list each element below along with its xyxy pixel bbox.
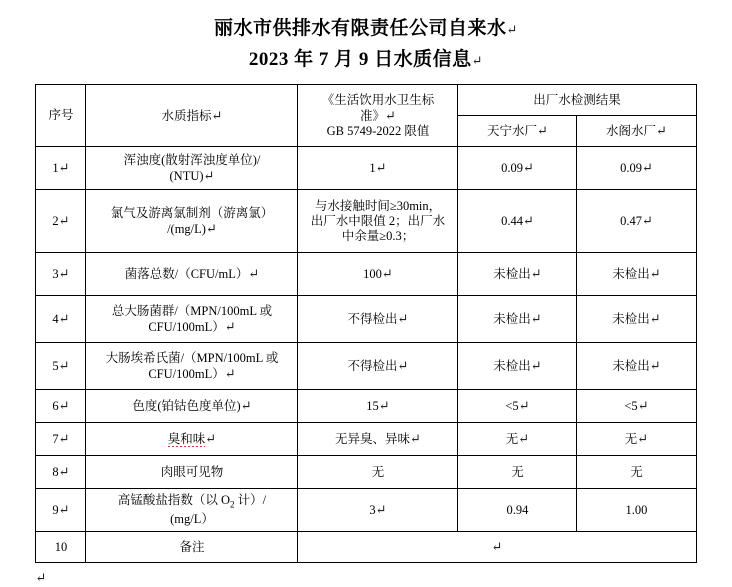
pilcrow-mark: ↵ (248, 266, 260, 281)
title-text-1: 丽水市供排水有限责任公司自来水 (214, 18, 507, 39)
header-result-group-label: 出厂水检测结果 (533, 92, 621, 107)
row-indicator (86, 489, 298, 532)
row-indicator (86, 456, 298, 489)
pilcrow-mark: ↵ (530, 311, 542, 326)
row-standard: 100↵ (298, 253, 458, 296)
pilcrow-mark: ↵ (58, 398, 70, 413)
pilcrow-mark: ↵ (522, 160, 534, 175)
row-standard: 与水接触时间≥30min， 出厂水中限值 2；出厂水 中余量≥0.3； (298, 190, 458, 253)
row-indicator-line2: CFU/100mL） (148, 366, 225, 381)
table-row (36, 456, 696, 489)
header-plant2-label: 水阁水厂 (606, 124, 657, 138)
pilcrow-mark: ↵ (637, 398, 649, 413)
row-standard: 1↵ (298, 147, 458, 190)
row-indicator (86, 296, 298, 343)
pilcrow-mark: ↵ (641, 213, 653, 228)
pilcrow-mark: ↵ (381, 266, 393, 281)
table-row (36, 296, 696, 343)
row-plant2-value: <5↵ (577, 390, 696, 423)
row-indicator (86, 253, 298, 296)
row-plant2-value: 1.00 (577, 489, 696, 532)
pilcrow-mark: ↵ (224, 365, 236, 381)
pilcrow-mark: ↵ (506, 22, 518, 37)
row-indicator-line2: (mg/L） (170, 512, 214, 527)
row-plant1-value: 未检出↵ (458, 343, 577, 390)
row-indicator (86, 423, 298, 456)
row-plant2-value: 无↵ (577, 423, 696, 456)
row-plant1-value: <5↵ (458, 390, 577, 423)
pilcrow-mark: ↵ (58, 431, 70, 446)
pilcrow-mark: ↵ (385, 107, 396, 123)
row-standard: 3↵ (298, 489, 458, 532)
row-plant1-value: 0.09↵ (458, 147, 577, 190)
header-standard-line3: GB 5749-2022 限值 (326, 123, 430, 138)
pilcrow-mark: ↵ (240, 398, 252, 413)
table-row (36, 253, 696, 296)
pilcrow-mark: ↵ (656, 123, 667, 138)
pilcrow-mark: ↵ (471, 53, 484, 68)
row-indicator (86, 147, 298, 190)
pilcrow-mark: ↵ (641, 160, 653, 175)
table-row (36, 190, 696, 253)
pilcrow-mark: ↵ (518, 398, 530, 413)
pilcrow-mark: ↵ (203, 167, 215, 183)
row-plant1-value: 未检出↵ (458, 296, 577, 343)
row-plant1-value: 0.94 (458, 489, 577, 532)
pilcrow-mark: ↵ (649, 311, 661, 326)
header-index: 序号 (36, 85, 86, 147)
pilcrow-mark: ↵ (378, 398, 390, 413)
pilcrow-mark: ↵ (375, 502, 387, 517)
row-plant1-value: 0.44↵ (458, 190, 577, 253)
title-text-2: 2023 年 7 月 9 日水质信息 (248, 49, 472, 70)
header-plant-tianning (458, 116, 577, 147)
row-indicator-line1: 高锰酸盐指数（以 O (117, 492, 230, 507)
pilcrow-mark: ↵ (58, 358, 70, 373)
pilcrow-mark: ↵ (530, 266, 542, 281)
row-index: 3↵ (36, 253, 86, 296)
document-title-block (0, 0, 732, 76)
row-plant2-value: 0.47↵ (577, 190, 696, 253)
row-indicator-line1: 色度(铂钴色度单位) (132, 399, 241, 413)
remark-value: ↵ (298, 532, 696, 563)
pilcrow-mark: ↵ (518, 431, 530, 446)
row-plant2-value: 未检出↵ (577, 296, 696, 343)
pilcrow-mark: ↵ (224, 318, 236, 334)
pilcrow-mark: ↵ (58, 160, 70, 175)
row-index: 6↵ (36, 390, 86, 423)
pilcrow-mark: ↵ (397, 311, 409, 326)
row-indicator-line2: (NTU) (169, 168, 204, 183)
row-plant2-value: 无 (577, 456, 696, 489)
pilcrow-mark: ↵ (522, 213, 534, 228)
row-indicator-line2: CFU/100mL） (148, 319, 225, 334)
header-plant1-label: 天宁水厂 (487, 124, 538, 138)
row-index: 4↵ (36, 296, 86, 343)
pilcrow-mark: ↵ (58, 266, 70, 281)
header-standard-line2: 准》↵ (360, 107, 396, 123)
row-plant1-value: 未检出↵ (458, 253, 577, 296)
row-indicator (86, 390, 298, 423)
header-standard-line1: 《生活饮用水卫生标 (321, 92, 435, 107)
table-row-remark (36, 532, 696, 563)
pilcrow-mark: ↵ (58, 502, 70, 517)
pilcrow-mark: ↵ (375, 160, 387, 175)
table-row (36, 423, 696, 456)
pilcrow-mark: ↵ (205, 431, 217, 446)
row-indicator-subscript: 2 (230, 499, 235, 510)
header-plant-shuige (577, 116, 696, 147)
page-title-line-2 (0, 45, 732, 76)
row-indicator-line1: 肉眼可见物 (160, 464, 224, 479)
header-standard (298, 85, 458, 147)
row-index: 1↵ (36, 147, 86, 190)
row-indicator-line1: 氯气及游离氯制剂（游离氯） (110, 205, 274, 220)
row-plant2-value: 未检出↵ (577, 253, 696, 296)
row-index: 10 (36, 532, 86, 563)
row-plant2-value: 未检出↵ (577, 343, 696, 390)
pilcrow-mark: ↵ (649, 358, 661, 373)
pilcrow-mark: ↵ (58, 311, 70, 326)
row-standard: 不得检出↵ (298, 343, 458, 390)
row-plant1-value: 无 (458, 456, 577, 489)
header-indicator-label: 水质指标 (161, 108, 212, 123)
table-row (36, 343, 696, 390)
table-header-row (36, 85, 696, 116)
row-plant1-value: 无↵ (458, 423, 577, 456)
header-indicator (86, 85, 298, 147)
row-indicator-line1: 浑浊度(散射浑浊度单位)/ (123, 152, 261, 167)
pilcrow-mark: ↵ (537, 123, 548, 138)
row-indicator-line2: /(mg/L) (167, 221, 206, 236)
table-row (36, 489, 696, 532)
row-indicator-line1: 大肠埃希氏菌/（MPN/100mL 或 (105, 350, 279, 365)
row-standard: 无 (298, 456, 458, 489)
remark-label: 备注 (86, 532, 298, 563)
pilcrow-mark: ↵ (58, 464, 70, 479)
row-indicator-line1-tail: 计）/ (234, 492, 267, 507)
row-indicator-line1: 菌落总数/（CFU/mL） (124, 267, 249, 281)
table-row (36, 390, 696, 423)
row-index: 8↵ (36, 456, 86, 489)
pilcrow-mark: ↵ (410, 431, 421, 446)
pilcrow-mark: ↵ (530, 358, 542, 373)
row-standard: 不得检出↵ (298, 296, 458, 343)
document-end-mark (36, 563, 697, 587)
row-index: 2↵ (36, 190, 86, 253)
row-index: 5↵ (36, 343, 86, 390)
row-indicator (86, 190, 298, 253)
row-plant2-value: 0.09↵ (577, 147, 696, 190)
header-result-group (458, 85, 696, 116)
pilcrow-mark: ↵ (649, 266, 661, 281)
page-title-line-1 (0, 14, 732, 45)
pilcrow-mark: ↵ (58, 213, 70, 228)
pilcrow-mark: ↵ (397, 358, 409, 373)
pilcrow-mark: ↵ (637, 431, 649, 446)
pilcrow-mark: ↵ (35, 570, 47, 585)
pilcrow-mark: ↵ (205, 220, 217, 236)
row-indicator (86, 343, 298, 390)
row-standard: 15↵ (298, 390, 458, 423)
pilcrow-mark: ↵ (211, 107, 223, 123)
row-index: 7↵ (36, 423, 86, 456)
row-indicator-line1: 臭和味 (167, 432, 206, 446)
table-row (36, 147, 696, 190)
row-indicator-line1: 总大肠菌群/（MPN/100mL 或 (111, 303, 273, 318)
row-standard: 无异臭、异味↵ (298, 423, 458, 456)
row-index: 9↵ (36, 489, 86, 532)
water-quality-table (35, 84, 696, 563)
